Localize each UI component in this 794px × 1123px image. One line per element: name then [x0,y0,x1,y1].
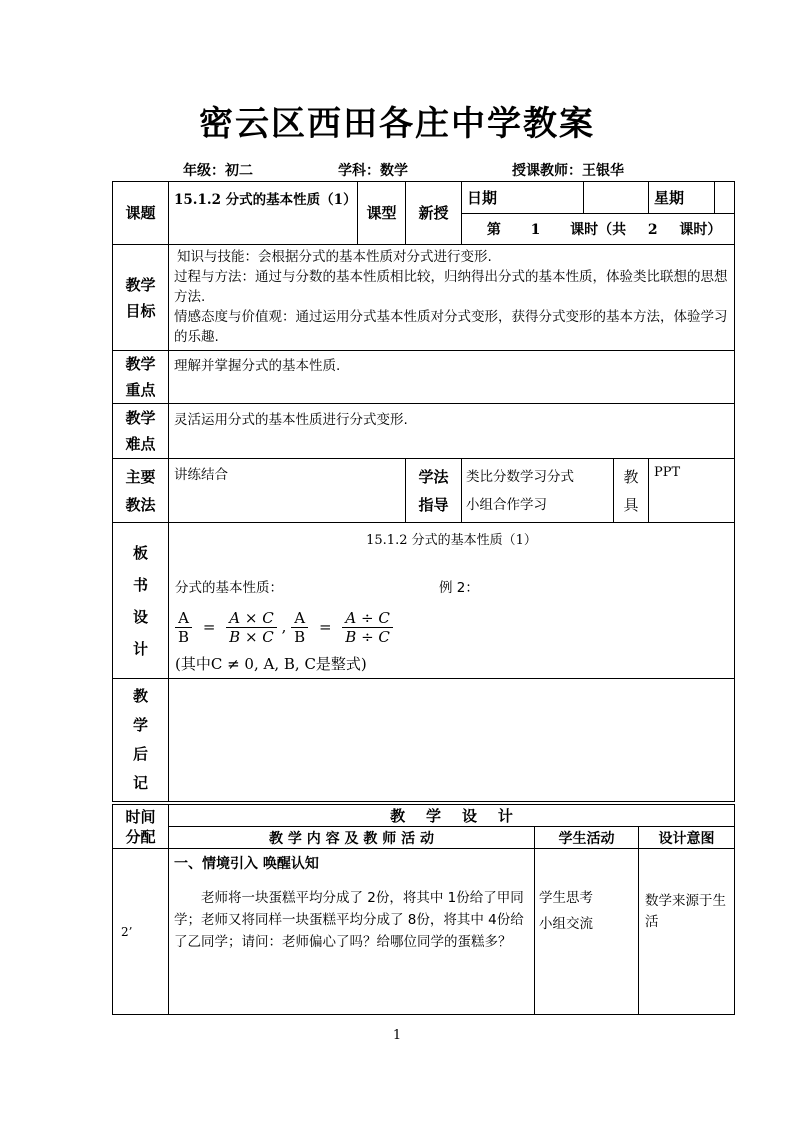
key-points-label: 教学重点 [113,351,169,404]
student-activity-2: 小组交流 [539,916,593,932]
period-end: 课时） [679,222,722,238]
time-allocation-label: 时间分配 [113,805,169,849]
period-di: 第 [486,222,501,238]
formula-c-den: B [294,628,306,646]
formula-a-num: A [175,609,192,628]
methods-label: 主要教法 [113,459,169,523]
formula-c-num: A [291,609,308,628]
date-value [584,182,649,214]
goals-content [169,245,735,351]
col-intent-header: 设计意图 [639,827,735,849]
topic-value: 15.1.2 分式的基本性质（1） [169,182,358,245]
teaching-design-table [112,804,735,1015]
tools-value: PPT [649,459,735,523]
col-student-header: 学生活动 [535,827,639,849]
study-guide-label: 学法指导 [406,459,462,523]
period-total: 2 [647,222,658,238]
formula-b-num: A × C [226,609,277,628]
board-heading: 15.1.2 分式的基本性质（1） [366,533,537,548]
example-label: 例 2： [439,580,479,596]
lesson-plan-table [112,181,735,802]
weekday-label: 星期 [649,182,715,214]
page-number: 1 [392,1028,402,1043]
period-info [462,214,735,245]
formula-b-den: B × C [229,628,274,646]
difficulties-label: 教学难点 [113,404,169,459]
grade-label: 年级：初二 [183,163,253,179]
study-guide-value [462,459,614,523]
property-label: 分式的基本性质： [175,580,283,596]
board-design-label: 板书设计 [113,523,169,679]
key-points-text: 理解并掌握分式的基本性质. [169,351,735,404]
lesson-type-label: 课型 [358,182,406,245]
formula-d-num: A ÷ C [342,609,393,628]
teacher-label: 授课教师：王银华 [512,163,624,179]
difficulties-text: 灵活运用分式的基本性质进行分式变形. [169,404,735,459]
subject-label: 学科：数学 [338,163,408,179]
study-guide-line-1: 类比分数学习分式 [466,469,574,485]
goal-process: 过程与方法：通过与分数的基本性质相比较，归纳得出分式的基本性质，体验类比联想的思想方法. [174,269,728,305]
scenario-text: 老师将一块蛋糕平均分成了 2份，将其中 1份给了甲同学；老师又将同样一块蛋糕平均分成了 8份，将其中 4份给了乙同学；请问：老师偏心了吗？给哪位同学的蛋糕多？ [174,890,524,950]
col-content-header: 教 学 内 容 及 教 师 活 动 [169,827,535,849]
methods-value: 讲练结合 [169,459,406,523]
property-formula: $\frac{A}{B}$ = $\frac{A \times C}{B \times C}$ , $\frac{A}{B}$ = $\frac{A \div C}{B \div C}$ [175,609,393,646]
study-guide-line-2: 小组合作学习 [466,497,547,513]
board-design-content [169,523,735,679]
row-time: 2’ [113,849,169,1015]
formula-d-den: B ÷ C [345,628,390,646]
goal-knowledge: 知识与技能：会根据分式的基本性质对分式进行变形. [177,249,492,265]
reflection-label: 教学后记 [113,679,169,802]
page-title: 密云区西田各庄中学教案 [199,104,595,144]
topic-label: 课题 [113,182,169,245]
date-label: 日期 [462,182,584,214]
lesson-type-value: 新授 [406,182,462,245]
row-content [169,849,535,1015]
formula-a-den: B [178,628,190,646]
goal-attitude: 情感态度与价值观：通过运用分式基本性质对分式变形，获得分式变形的基本方法，体验学习的乐趣. [174,309,728,345]
weekday-value [715,182,735,214]
design-intent: 数学来源于生活 [639,849,735,1015]
reflection-content [169,679,735,802]
student-activity-1: 学生思考 [539,890,593,906]
tools-label: 教具 [614,459,649,523]
period-mid: 课时（共 [570,222,627,238]
goals-label: 教学目标 [113,245,169,351]
student-activity [535,849,639,1015]
formula-condition: (其中C ≠ 0, A, B, C是整式) [175,655,367,673]
design-header: 教 学 设 计 [169,805,735,827]
section-title: 一、情境引入 唤醒认知 [174,856,319,872]
period-number: 1 [530,222,541,238]
